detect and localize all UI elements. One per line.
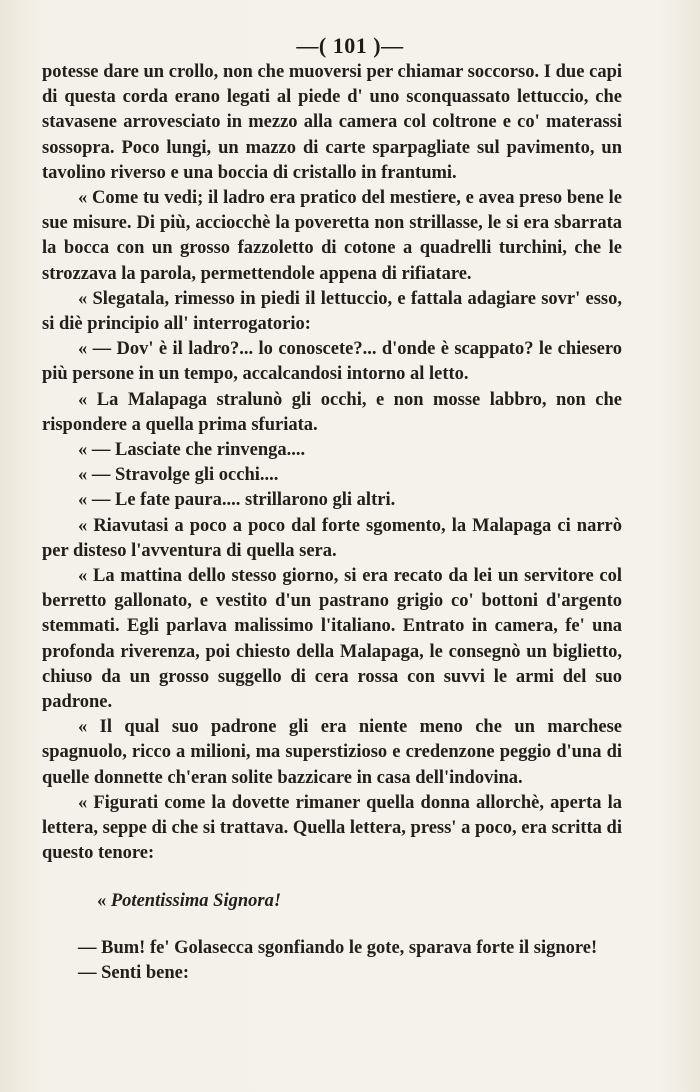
body-text	[42, 60, 622, 986]
paragraph: « — Stravolge gli occhi....	[78, 465, 279, 486]
letter-salutation	[42, 889, 622, 914]
paragraph: « La Malapaga stralunò gli occhi, e non mosse labbro, non che rispondere a quella prima sfuriata.	[42, 389, 622, 435]
paragraph: — Bum! fe' Golasecca sgonfiando le gote, sparava forte il signore!	[78, 937, 598, 958]
paragraph: « Il qual suo padrone gli era niente meno che un marchese spagnuolo, ricco a milioni, ma superstizioso e credenzone peggio d'una di quelle donnette ch'eran solite bazzicare in casa dell'indovina.	[42, 717, 622, 788]
paragraph: « Figurati come la dovette rimaner quella donna allorchè, aperta la lettera, seppe di che si trattava. Quella lettera, press' a poco, era scritta di questo tenore:	[42, 792, 622, 864]
quote-mark: «	[97, 890, 111, 911]
paragraph: « Riavutasi a poco a poco dal forte sgomento, la Malapaga ci narrò per disteso l'avventura di quella sera.	[42, 515, 622, 561]
paragraph: « Come tu vedi; il ladro era pratico del mestiere, e avea preso bene le sue misure. Di più, acciocchè la poveretta non strillasse, le si era sbarrata la bocca con un grosso fazzoletto di cotone a quadrelli turchini, che le strozzava la parola, permettendole appena di rifiatare.	[42, 188, 622, 284]
paragraph: potesse dare un crollo, non che muoversi per chiamar soccorso. I due capi di questa corda erano legati al piede d' uno sconquassato lettuccio, che stavasene arrovesciato in mezzo alla camera col coltrone e co' materassi sossopra. Poco lungi, un mazzo di carte sparpagliate sul pavimento, un tavolino riverso e una boccia di cristallo in frantumi.	[42, 62, 622, 183]
paragraph: « — Lasciate che rinvenga....	[78, 440, 306, 461]
letter-salutation-text: Potentissima Signora!	[110, 890, 282, 911]
paragraph: « La mattina dello stesso giorno, si era recato da lei un servitore col berretto gallonato, e vestito d'un pastrano grigio co' bottoni d'argento stemmati. Egli parlava malissimo l'italiano. Entrato in camera, fe' una profonda riverenza, poi chiesto della Malapaga, le consegnò un biglietto, chiuso da un grosso suggello di cera rossa con suvvi le armi del suo padrone.	[42, 566, 622, 713]
paragraph: « — Dov' è il ladro?... lo conoscete?... d'onde è scappato? le chiesero più persone in un tempo, accalcandosi intorno al letto.	[42, 339, 622, 385]
paragraph: — Senti bene:	[78, 962, 189, 983]
paragraph: « Slegatala, rimesso in piedi il lettuccio, e fattala adagiare sovr' esso, si diè principio all' interrogatorio:	[42, 288, 622, 335]
page-number-header: —( 101 )—	[296, 33, 404, 58]
paragraph: « — Le fate paura.... strillarono gli altri.	[78, 490, 396, 511]
